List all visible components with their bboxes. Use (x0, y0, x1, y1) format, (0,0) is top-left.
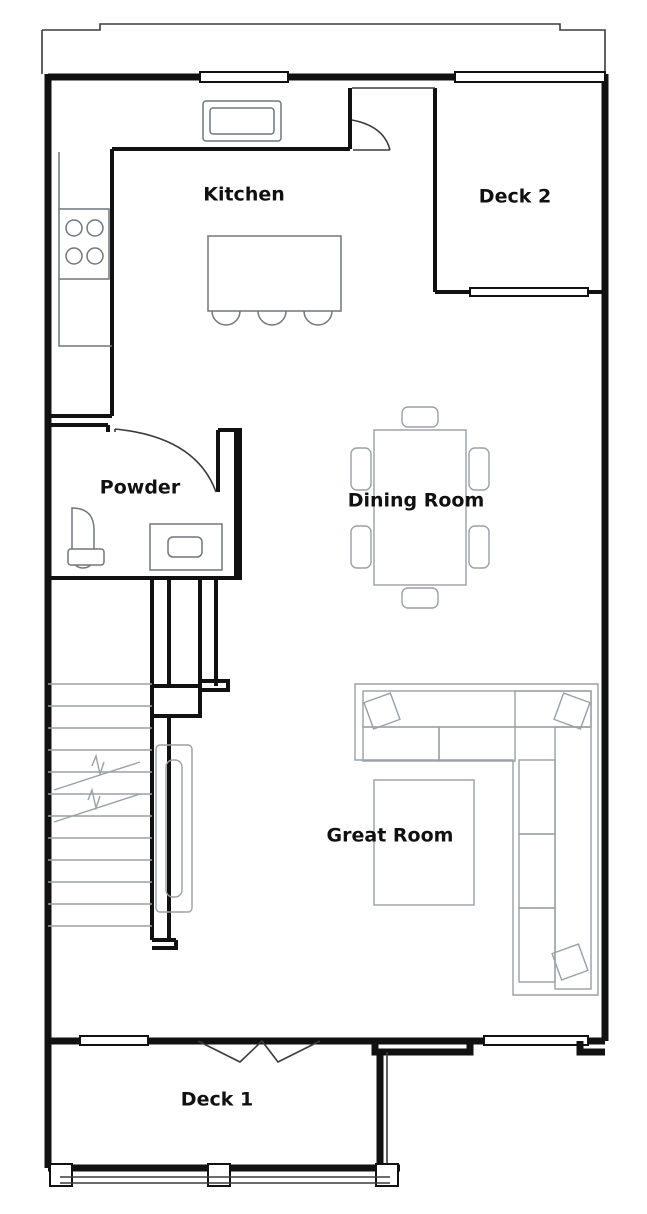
room-label-kitchen: Kitchen (203, 183, 285, 206)
room-label-powder: Powder (99, 476, 181, 499)
room-label-deck-2: Deck 2 (478, 185, 552, 208)
upper-overhang-outline (42, 24, 605, 74)
exterior-walls (48, 74, 605, 1041)
staircase (48, 578, 228, 948)
powder-fixtures (68, 508, 222, 570)
room-label-dining-room: Dining Room (347, 489, 485, 512)
room-label-great-room: Great Room (326, 824, 454, 847)
deck-1-structure (48, 1041, 400, 1186)
room-label-deck-1: Deck 1 (180, 1088, 254, 1111)
kitchen-fixtures (59, 101, 341, 346)
deck2-rail (470, 288, 588, 296)
